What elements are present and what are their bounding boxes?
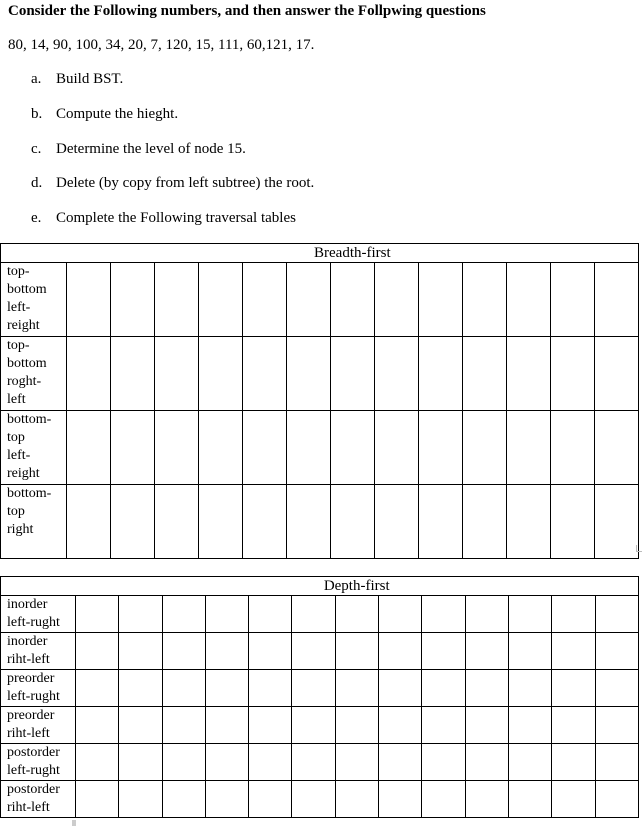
answer-cell[interactable] <box>465 633 508 670</box>
answer-cell[interactable] <box>162 707 205 744</box>
row-label-line: bottom <box>7 356 47 371</box>
answer-cell[interactable] <box>67 337 111 411</box>
answer-cell[interactable] <box>111 263 155 337</box>
answer-cell[interactable] <box>331 485 375 559</box>
row-label <box>1 707 76 744</box>
answer-cell[interactable] <box>552 596 595 633</box>
answer-cell[interactable] <box>67 411 111 485</box>
question-text: Complete the Following traversal tables <box>56 210 296 226</box>
answer-cell[interactable] <box>595 707 638 744</box>
question-text: Determine the level of node 15. <box>56 141 246 157</box>
row-label <box>1 744 76 781</box>
row-label-line: riht-left <box>7 800 50 815</box>
row-label-line: bottom- <box>7 486 52 501</box>
row-label-line: preorder <box>7 671 55 686</box>
row-label-line: postorder <box>7 745 60 760</box>
answer-cell[interactable] <box>335 596 378 633</box>
answer-cell[interactable] <box>162 744 205 781</box>
answer-cell[interactable] <box>76 781 119 818</box>
answer-cell[interactable] <box>419 411 463 485</box>
answer-cell[interactable] <box>375 411 419 485</box>
row-label-line: top- <box>7 264 30 279</box>
answer-cell[interactable] <box>119 707 162 744</box>
answer-cell[interactable] <box>292 596 335 633</box>
answer-cell[interactable] <box>463 337 507 411</box>
row-label-line: riht-left <box>7 652 50 667</box>
answer-cell[interactable] <box>335 633 378 670</box>
answer-cell[interactable] <box>419 263 463 337</box>
table-resize-handle <box>636 545 642 552</box>
answer-cell[interactable] <box>76 633 119 670</box>
answer-cell[interactable] <box>292 670 335 707</box>
answer-cell[interactable] <box>76 670 119 707</box>
answer-cell[interactable] <box>422 744 465 781</box>
answer-cell[interactable] <box>552 670 595 707</box>
answer-cell[interactable] <box>249 781 292 818</box>
answer-cell[interactable] <box>552 744 595 781</box>
answer-cell[interactable] <box>552 633 595 670</box>
answer-cell[interactable] <box>595 485 639 559</box>
table-corner-cell <box>1 244 67 263</box>
answer-cell[interactable] <box>463 411 507 485</box>
answer-cell[interactable] <box>335 744 378 781</box>
answer-cell[interactable] <box>379 670 422 707</box>
row-label-line: preorder <box>7 708 55 723</box>
answer-cell[interactable] <box>551 411 595 485</box>
answer-cell[interactable] <box>508 744 551 781</box>
answer-cell[interactable] <box>111 337 155 411</box>
row-label-line: reight <box>7 466 40 481</box>
answer-cell[interactable] <box>465 670 508 707</box>
answer-cell[interactable] <box>243 411 287 485</box>
row-label <box>1 596 76 633</box>
row-label-line: left- <box>7 448 31 463</box>
answer-cell[interactable] <box>67 263 111 337</box>
answer-cell[interactable] <box>419 485 463 559</box>
table-corner-cell <box>1 577 76 596</box>
answer-cell[interactable] <box>379 707 422 744</box>
row-label <box>1 670 76 707</box>
answer-cell[interactable] <box>508 596 551 633</box>
answer-cell[interactable] <box>205 633 248 670</box>
answer-cell[interactable] <box>379 596 422 633</box>
answer-cell[interactable] <box>422 633 465 670</box>
table-resize-handle <box>72 820 76 826</box>
answer-cell[interactable] <box>205 707 248 744</box>
answer-cell[interactable] <box>292 744 335 781</box>
question-letter: a. <box>31 71 42 87</box>
answer-cell[interactable] <box>465 707 508 744</box>
answer-cell[interactable] <box>331 337 375 411</box>
answer-cell[interactable] <box>552 707 595 744</box>
answer-cell[interactable] <box>119 670 162 707</box>
answer-cell[interactable] <box>76 744 119 781</box>
answer-cell[interactable] <box>507 411 551 485</box>
answer-cell[interactable] <box>463 485 507 559</box>
answer-cell[interactable] <box>507 485 551 559</box>
answer-cell[interactable] <box>155 263 199 337</box>
heading: Consider the Following numbers, and then answer the Follpwing questions <box>8 3 486 19</box>
answer-cell[interactable] <box>595 633 638 670</box>
depth-first-table <box>0 576 639 818</box>
row-label <box>1 633 76 670</box>
answer-cell[interactable] <box>119 596 162 633</box>
answer-cell[interactable] <box>287 411 331 485</box>
answer-cell[interactable] <box>162 670 205 707</box>
answer-cell[interactable] <box>243 337 287 411</box>
answer-cell[interactable] <box>162 633 205 670</box>
answer-cell[interactable] <box>375 263 419 337</box>
question-text: Build BST. <box>56 71 124 87</box>
answer-cell[interactable] <box>508 707 551 744</box>
row-label <box>1 485 67 559</box>
row-label-line: bottom- <box>7 412 52 427</box>
row-label-line: left-rught <box>7 615 60 630</box>
table-row <box>1 263 639 337</box>
row-label <box>1 337 67 411</box>
number-list: 80, 14, 90, 100, 34, 20, 7, 120, 15, 111, 60,121, 17. <box>8 37 315 53</box>
answer-cell[interactable] <box>507 337 551 411</box>
row-label <box>1 411 67 485</box>
answer-cell[interactable] <box>292 633 335 670</box>
answer-cell[interactable] <box>205 781 248 818</box>
answer-cell[interactable] <box>287 263 331 337</box>
question-text: Delete (by copy from left subtree) the root. <box>56 175 315 191</box>
answer-cell[interactable] <box>375 337 419 411</box>
answer-cell[interactable] <box>595 596 638 633</box>
answer-cell[interactable] <box>552 781 595 818</box>
row-label-line: left-rught <box>7 689 60 704</box>
answer-cell[interactable] <box>335 781 378 818</box>
question-text: Compute the hieght. <box>56 106 179 122</box>
answer-cell[interactable] <box>111 485 155 559</box>
answer-cell[interactable] <box>465 744 508 781</box>
row-label-line: left-rught <box>7 763 60 778</box>
row-label <box>1 781 76 818</box>
answer-cell[interactable] <box>249 707 292 744</box>
question-letter: b. <box>31 106 43 122</box>
answer-cell[interactable] <box>595 263 639 337</box>
row-label-line: top <box>7 504 25 519</box>
row-label-line: left <box>7 392 26 407</box>
answer-cell[interactable] <box>249 596 292 633</box>
answer-cell[interactable] <box>551 263 595 337</box>
answer-cell[interactable] <box>508 781 551 818</box>
answer-cell[interactable] <box>379 633 422 670</box>
answer-cell[interactable] <box>249 633 292 670</box>
answer-cell[interactable] <box>422 596 465 633</box>
answer-cell[interactable] <box>205 670 248 707</box>
answer-cell[interactable] <box>243 263 287 337</box>
answer-cell[interactable] <box>335 707 378 744</box>
answer-cell[interactable] <box>111 411 155 485</box>
answer-cell[interactable] <box>292 781 335 818</box>
answer-cell[interactable] <box>463 263 507 337</box>
answer-cell[interactable] <box>331 411 375 485</box>
answer-cell[interactable] <box>249 744 292 781</box>
row-label <box>1 263 67 337</box>
table-row <box>1 744 639 781</box>
breadth-first-table <box>0 243 639 559</box>
row-label-line: riht-left <box>7 726 50 741</box>
question-letter: d. <box>31 175 43 191</box>
answer-cell[interactable] <box>419 337 463 411</box>
row-label-line: right <box>7 522 34 537</box>
answer-cell[interactable] <box>551 485 595 559</box>
table-row <box>1 633 639 670</box>
row-label-line: inorder <box>7 634 48 649</box>
answer-cell[interactable] <box>243 485 287 559</box>
answer-cell[interactable] <box>595 670 638 707</box>
table-row <box>1 707 639 744</box>
answer-cell[interactable] <box>595 337 639 411</box>
row-label-line: inorder <box>7 597 48 612</box>
answer-cell[interactable] <box>155 411 199 485</box>
answer-cell[interactable] <box>465 781 508 818</box>
answer-cell[interactable] <box>422 670 465 707</box>
answer-cell[interactable] <box>551 337 595 411</box>
answer-cell[interactable] <box>287 337 331 411</box>
table-title: Breadth-first <box>67 244 639 263</box>
question-letter: c. <box>31 141 42 157</box>
answer-cell[interactable] <box>205 596 248 633</box>
row-label-line: left- <box>7 300 31 315</box>
answer-cell[interactable] <box>375 485 419 559</box>
table-row <box>1 781 639 818</box>
answer-cell[interactable] <box>292 707 335 744</box>
answer-cell[interactable] <box>199 337 243 411</box>
question-letter: e. <box>31 210 42 226</box>
table-row <box>1 596 639 633</box>
answer-cell[interactable] <box>162 596 205 633</box>
row-label-line: postorder <box>7 782 60 797</box>
answer-cell[interactable] <box>595 744 638 781</box>
answer-cell[interactable] <box>76 707 119 744</box>
table-row <box>1 411 639 485</box>
answer-cell[interactable] <box>507 263 551 337</box>
answer-cell[interactable] <box>379 744 422 781</box>
answer-cell[interactable] <box>422 707 465 744</box>
table-row <box>1 485 639 559</box>
row-label-line: top <box>7 430 25 445</box>
row-label-line: top- <box>7 338 30 353</box>
answer-cell[interactable] <box>249 670 292 707</box>
answer-cell[interactable] <box>199 411 243 485</box>
answer-cell[interactable] <box>422 781 465 818</box>
answer-cell[interactable] <box>379 781 422 818</box>
answer-cell[interactable] <box>119 781 162 818</box>
row-label-line: reight <box>7 318 40 333</box>
answer-cell[interactable] <box>119 744 162 781</box>
answer-cell[interactable] <box>595 781 638 818</box>
row-label-line: bottom <box>7 282 47 297</box>
answer-cell[interactable] <box>67 485 111 559</box>
answer-cell[interactable] <box>287 485 331 559</box>
answer-cell[interactable] <box>331 263 375 337</box>
answer-cell[interactable] <box>162 781 205 818</box>
table-row <box>1 337 639 411</box>
answer-cell[interactable] <box>155 337 199 411</box>
answer-cell[interactable] <box>508 670 551 707</box>
table-row <box>1 670 639 707</box>
answer-cell[interactable] <box>335 670 378 707</box>
answer-cell[interactable] <box>155 485 199 559</box>
answer-cell[interactable] <box>205 744 248 781</box>
table-title: Depth-first <box>76 577 639 596</box>
answer-cell[interactable] <box>199 485 243 559</box>
answer-cell[interactable] <box>119 633 162 670</box>
answer-cell[interactable] <box>76 596 119 633</box>
answer-cell[interactable] <box>199 263 243 337</box>
answer-cell[interactable] <box>508 633 551 670</box>
answer-cell[interactable] <box>595 411 639 485</box>
row-label-line: roght- <box>7 374 42 389</box>
answer-cell[interactable] <box>465 596 508 633</box>
